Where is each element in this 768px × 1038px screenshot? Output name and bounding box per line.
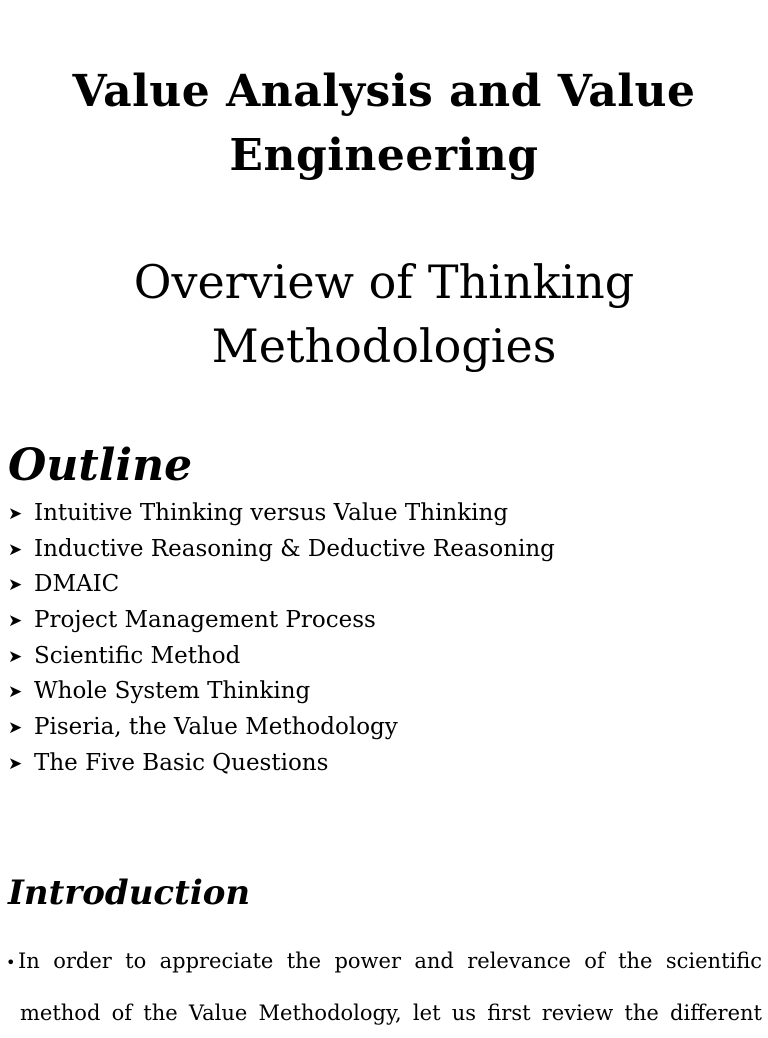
page-title: Value Analysis and Value Engineering xyxy=(72,66,696,181)
outline-item xyxy=(8,603,555,639)
introduction-paragraph xyxy=(6,936,762,1038)
introduction-line-text: In order to appreciate the power and relevance of the scientific xyxy=(18,949,762,973)
outline-item-label: Inductive Reasoning & Deductive Reasoning xyxy=(34,535,555,562)
outline-item xyxy=(8,567,555,603)
arrow-bullet-icon: ➤ xyxy=(8,646,23,667)
outline-heading: Outline xyxy=(8,440,193,491)
outline-item xyxy=(8,674,555,710)
introduction-heading: Introduction xyxy=(8,873,251,913)
outline-item-label: Piseria, the Value Methodology xyxy=(34,714,398,741)
outline-item-label: DMAIC xyxy=(34,571,120,598)
arrow-bullet-icon: ➤ xyxy=(8,575,23,596)
outline-item-label: The Five Basic Questions xyxy=(34,749,329,776)
introduction-line: method of the Value Methodology, let us first review the different xyxy=(20,1001,762,1025)
arrow-bullet-icon: ➤ xyxy=(8,753,23,774)
bullet-dot-icon: • xyxy=(6,953,16,972)
arrow-bullet-icon: ➤ xyxy=(8,718,23,739)
outline-item-label: Project Management Process xyxy=(34,607,376,634)
outline-item xyxy=(8,710,555,746)
outline-item-label: Scientific Method xyxy=(34,642,241,669)
outline-item xyxy=(8,746,555,782)
arrow-bullet-icon: ➤ xyxy=(8,504,23,524)
arrow-bullet-icon: ➤ xyxy=(8,539,23,560)
outline-item-label: Intuitive Thinking versus Value Thinking xyxy=(34,500,509,526)
outline-item xyxy=(8,532,555,568)
outline-item xyxy=(8,639,555,675)
introduction-line xyxy=(6,936,762,988)
outline-item xyxy=(8,496,555,532)
outline-item-label: Whole System Thinking xyxy=(34,678,311,705)
outline-list xyxy=(8,496,555,782)
page-subtitle: Overview of Thinking Methodologies xyxy=(133,255,635,373)
arrow-bullet-icon: ➤ xyxy=(8,611,23,632)
arrow-bullet-icon: ➤ xyxy=(8,682,23,703)
